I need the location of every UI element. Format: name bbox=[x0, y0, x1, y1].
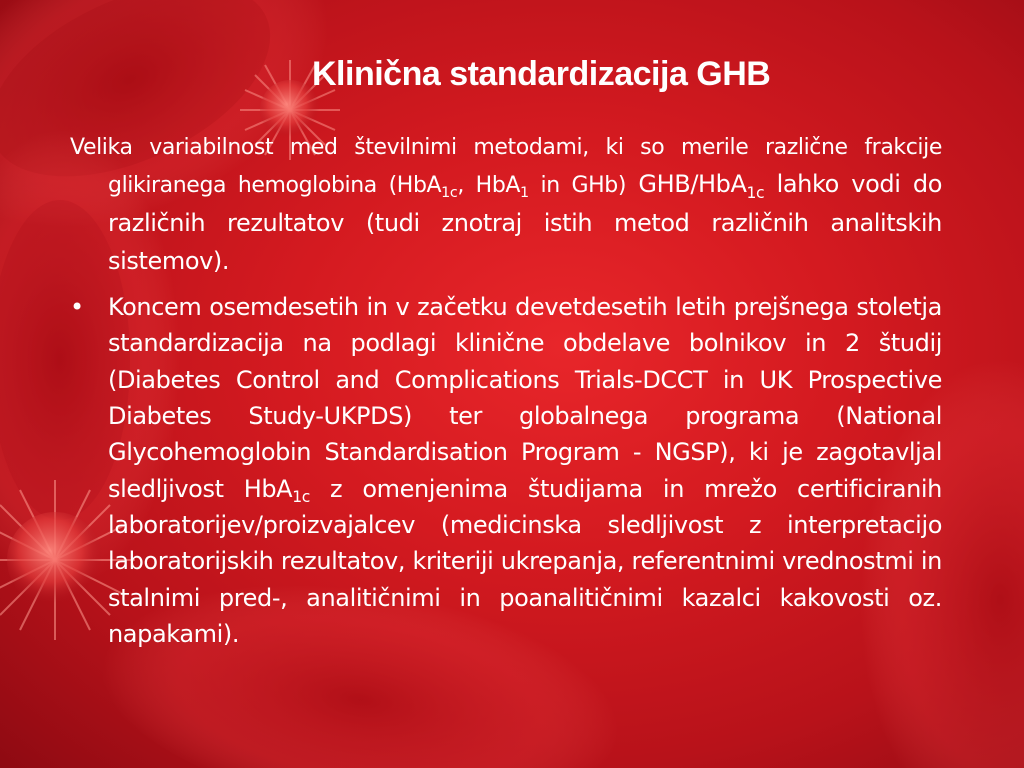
slide-body bbox=[70, 130, 942, 652]
bullet-item: • Koncem osemdesetih in v začetku devetdesetih letih prejšnega stoletja standardizacija na podlagi klinične obdelave bolnikov in 2 študij (Diabetes Control and Complications Trials-DCCT in UK Prospective Diabetes Study-UKPDS) ter globalnega programa (National Glycohemoglobin Standardisation Program - NGSP), ki je zagotavljal sledljivost HbA$_{1c}$ z omenjenima študijama in mrežo certificiranih laboratorijev/proizvajalcev (medicinska sledljivost z interpretacijo laboratorijskih rezultatov, kriteriji ukrepanja, referentnimi vrednostmi in stalnimi pred-, analitičnimi in poanalitičnimi kazalci kakovosti oz. napakami). bbox=[70, 289, 942, 652]
paragraph-intro: Velika variabilnost med številnimi metodami, ki so merile različne frakcije glikiranega hemoglobina (HbA$_{1c}$, HbA$_1$ in GHb) GHB/HbA$_{1c}$ lahko vodi do različnih rezultatov (tudi znotraj istih metod različnih analitskih sistemov). bbox=[70, 135, 942, 275]
slide-title: Klinična standardizacija GHB bbox=[312, 55, 771, 93]
bullet-marker: • bbox=[70, 293, 84, 322]
